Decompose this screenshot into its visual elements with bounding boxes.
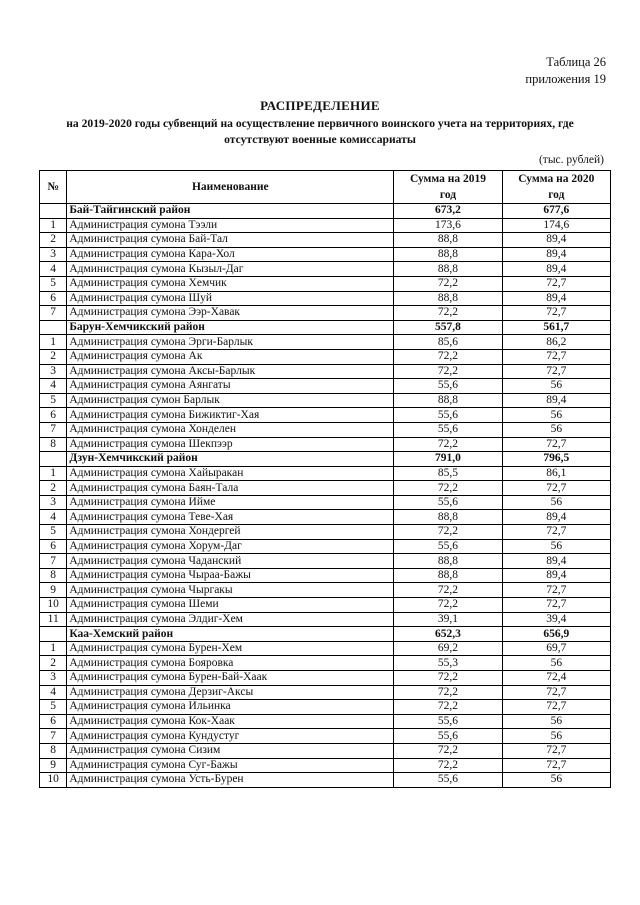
amount-2020: 72,7 <box>502 276 610 291</box>
amount-2020: 89,4 <box>502 554 610 569</box>
row-number: 3 <box>40 364 67 379</box>
district-row <box>40 452 611 467</box>
row-number: 9 <box>40 758 67 773</box>
row-number: 6 <box>40 539 67 554</box>
amount-2020: 72,7 <box>502 700 610 715</box>
amount-2019: 652,3 <box>394 627 502 642</box>
amount-2019: 55,6 <box>394 379 502 394</box>
municipality-name: Администрация сумона Суг-Бажы <box>67 758 394 773</box>
table-row <box>40 554 611 569</box>
table-row <box>40 525 611 540</box>
column-header-2020 <box>502 171 610 204</box>
table-row <box>40 276 611 291</box>
amount-2019: 72,2 <box>394 685 502 700</box>
row-number: 2 <box>40 481 67 496</box>
municipality-name: Администрация сумона Аянгаты <box>67 379 394 394</box>
table-header-row <box>40 171 611 204</box>
amount-2019: 55,6 <box>394 422 502 437</box>
table-row <box>40 685 611 700</box>
table-row <box>40 641 611 656</box>
amount-2019: 55,6 <box>394 408 502 423</box>
row-number: 8 <box>40 437 67 452</box>
amount-2020: 89,4 <box>502 568 610 583</box>
table-number-label: Таблица 26 <box>546 55 606 69</box>
municipality-name: Администрация сумона Бояровка <box>67 656 394 671</box>
row-number: 4 <box>40 685 67 700</box>
municipality-name: Администрация сумона Бай-Тал <box>67 233 394 248</box>
column-header-number: № <box>40 171 67 204</box>
municipality-name: Администрация сумона Шуй <box>67 291 394 306</box>
row-number <box>40 452 67 467</box>
municipality-name: Администрация сумона Кызыл-Даг <box>67 262 394 277</box>
row-number: 11 <box>40 612 67 627</box>
municipality-name: Администрация сумона Чыраа-Бажы <box>67 568 394 583</box>
amount-2020: 89,4 <box>502 262 610 277</box>
municipality-name: Администрация сумона Сизим <box>67 743 394 758</box>
amount-2019: 85,6 <box>394 335 502 350</box>
table-row <box>40 583 611 598</box>
amount-2019: 72,2 <box>394 700 502 715</box>
municipality-name: Администрация сумона Аксы-Барлык <box>67 364 394 379</box>
amount-2019: 72,2 <box>394 525 502 540</box>
amount-2020: 72,7 <box>502 743 610 758</box>
table-row <box>40 495 611 510</box>
amount-2020: 39,4 <box>502 612 610 627</box>
municipality-name: Администрация сумона Хондергей <box>67 525 394 540</box>
municipality-name: Администрация сумона Дерзиг-Аксы <box>67 685 394 700</box>
row-number: 6 <box>40 291 67 306</box>
amount-2020: 86,2 <box>502 335 610 350</box>
amount-2019: 72,2 <box>394 671 502 686</box>
amount-2020: 56 <box>502 773 610 788</box>
amount-2019: 173,6 <box>394 218 502 233</box>
municipality-name: Администрация сумона Шекпээр <box>67 437 394 452</box>
column-header-2019-line1: Сумма на 2019 <box>409 173 487 185</box>
amount-2019: 55,6 <box>394 714 502 729</box>
amount-2020: 72,4 <box>502 671 610 686</box>
municipality-name: Администрация сумона Элдиг-Хем <box>67 612 394 627</box>
amount-2019: 88,8 <box>394 233 502 248</box>
table-row <box>40 437 611 452</box>
municipality-name: Администрация сумона Теве-Хая <box>67 510 394 525</box>
municipality-name: Администрация сумона Бижиктиг-Хая <box>67 408 394 423</box>
municipality-name: Администрация сумона Усть-Бурен <box>67 773 394 788</box>
amount-2019: 55,6 <box>394 729 502 744</box>
district-name: Барун-Хемчикский район <box>67 320 394 335</box>
amount-2019: 88,8 <box>394 247 502 262</box>
amount-2019: 557,8 <box>394 320 502 335</box>
municipality-name: Администрация сумона Чыргакы <box>67 583 394 598</box>
table-row <box>40 422 611 437</box>
amount-2020: 56 <box>502 714 610 729</box>
row-number: 10 <box>40 598 67 613</box>
amount-2020: 56 <box>502 656 610 671</box>
column-header-2020-line2: год <box>548 189 565 201</box>
table-row <box>40 466 611 481</box>
amount-2020: 72,7 <box>502 349 610 364</box>
row-number <box>40 627 67 642</box>
municipality-name: Администрация сумона Хайыракан <box>67 466 394 481</box>
table-row <box>40 379 611 394</box>
municipality-name: Администрация сумона Хонделен <box>67 422 394 437</box>
amount-2019: 72,2 <box>394 364 502 379</box>
row-number: 4 <box>40 262 67 277</box>
row-number: 4 <box>40 510 67 525</box>
row-number <box>40 204 67 219</box>
amount-2019: 88,8 <box>394 393 502 408</box>
table-row <box>40 291 611 306</box>
amount-2020: 89,4 <box>502 393 610 408</box>
district-row <box>40 320 611 335</box>
document-title: РАСПРЕДЕЛЕНИЕ <box>260 98 380 113</box>
table-row <box>40 598 611 613</box>
row-number: 2 <box>40 349 67 364</box>
amount-2019: 72,2 <box>394 583 502 598</box>
amount-2019: 55,6 <box>394 495 502 510</box>
table-row <box>40 539 611 554</box>
amount-2019: 85,5 <box>394 466 502 481</box>
municipality-name: Администрация сумона Кок-Хаак <box>67 714 394 729</box>
municipality-name: Администрация сумона Эрги-Барлык <box>67 335 394 350</box>
row-number: 6 <box>40 408 67 423</box>
amount-2019: 72,2 <box>394 306 502 321</box>
column-header-2020-line1: Сумма на 2020 <box>518 173 595 185</box>
table-row <box>40 306 611 321</box>
amount-2020: 72,7 <box>502 481 610 496</box>
row-number: 10 <box>40 773 67 788</box>
amount-2020: 72,7 <box>502 525 610 540</box>
table-row <box>40 247 611 262</box>
amount-2019: 72,2 <box>394 743 502 758</box>
amount-2019: 72,2 <box>394 276 502 291</box>
amount-2020: 89,4 <box>502 291 610 306</box>
row-number: 3 <box>40 495 67 510</box>
row-number: 5 <box>40 276 67 291</box>
amount-2019: 72,2 <box>394 598 502 613</box>
municipality-name: Администрация сумона Ильинка <box>67 700 394 715</box>
amount-2020: 89,4 <box>502 510 610 525</box>
table-row <box>40 612 611 627</box>
amount-2020: 677,6 <box>502 204 610 219</box>
amount-2020: 89,4 <box>502 247 610 262</box>
row-number: 7 <box>40 554 67 569</box>
municipality-name: Администрация сумона Чаданский <box>67 554 394 569</box>
municipality-name: Администрация сумон Барлык <box>67 393 394 408</box>
amount-2019: 88,8 <box>394 291 502 306</box>
amount-2019: 673,2 <box>394 204 502 219</box>
document-subtitle-line2: отсутствуют военные комиссариаты <box>224 133 416 146</box>
municipality-name: Администрация сумона Ийме <box>67 495 394 510</box>
table-row <box>40 700 611 715</box>
appendix-label: приложения 19 <box>525 72 606 86</box>
municipality-name: Администрация сумона Хемчик <box>67 276 394 291</box>
amount-2020: 72,7 <box>502 306 610 321</box>
municipality-name: Администрация сумона Бурен-Хем <box>67 641 394 656</box>
subvention-table <box>39 170 611 788</box>
table-row <box>40 743 611 758</box>
municipality-name: Администрация сумона Шеми <box>67 598 394 613</box>
amount-2019: 69,2 <box>394 641 502 656</box>
row-number: 8 <box>40 743 67 758</box>
row-number: 3 <box>40 247 67 262</box>
table-body <box>40 204 611 788</box>
row-number: 5 <box>40 393 67 408</box>
table-row <box>40 729 611 744</box>
table-row <box>40 758 611 773</box>
row-number: 5 <box>40 700 67 715</box>
row-number: 7 <box>40 422 67 437</box>
municipality-name: Администрация сумона Баян-Тала <box>67 481 394 496</box>
amount-2019: 55,6 <box>394 539 502 554</box>
municipality-name: Администрация сумона Ээр-Хавак <box>67 306 394 321</box>
amount-2019: 88,8 <box>394 568 502 583</box>
table-row <box>40 393 611 408</box>
amount-2020: 72,7 <box>502 685 610 700</box>
row-number: 1 <box>40 218 67 233</box>
document-subtitle-line1: на 2019-2020 годы субвенций на осуществление первичного воинского учета на территориях, где <box>66 117 574 130</box>
amount-2020: 72,7 <box>502 583 610 598</box>
table-row <box>40 335 611 350</box>
amount-2020: 72,7 <box>502 758 610 773</box>
row-number: 5 <box>40 525 67 540</box>
amount-2019: 88,8 <box>394 262 502 277</box>
amount-2020: 56 <box>502 422 610 437</box>
amount-2019: 72,2 <box>394 758 502 773</box>
row-number: 9 <box>40 583 67 598</box>
table-row <box>40 481 611 496</box>
row-number: 6 <box>40 714 67 729</box>
table-row <box>40 233 611 248</box>
table-row <box>40 408 611 423</box>
amount-2019: 72,2 <box>394 481 502 496</box>
row-number: 7 <box>40 306 67 321</box>
amount-2019: 88,8 <box>394 554 502 569</box>
amount-2020: 56 <box>502 379 610 394</box>
amount-2020: 69,7 <box>502 641 610 656</box>
district-row <box>40 204 611 219</box>
municipality-name: Администрация сумона Хорум-Даг <box>67 539 394 554</box>
row-number: 7 <box>40 729 67 744</box>
column-header-2019-line2: год <box>439 189 457 201</box>
municipality-name: Администрация сумона Тээли <box>67 218 394 233</box>
column-header-2019 <box>394 171 502 204</box>
district-row <box>40 627 611 642</box>
amount-2020: 72,7 <box>502 598 610 613</box>
amount-2020: 656,9 <box>502 627 610 642</box>
row-number: 1 <box>40 641 67 656</box>
amount-2020: 174,6 <box>502 218 610 233</box>
table-row <box>40 218 611 233</box>
table-row <box>40 656 611 671</box>
table-row <box>40 364 611 379</box>
amount-2019: 88,8 <box>394 510 502 525</box>
municipality-name: Администрация сумона Кундустуг <box>67 729 394 744</box>
amount-2020: 72,7 <box>502 437 610 452</box>
row-number: 1 <box>40 466 67 481</box>
unit-label: (тыс. рублей) <box>538 154 604 166</box>
table-row <box>40 510 611 525</box>
amount-2020: 89,4 <box>502 233 610 248</box>
amount-2020: 796,5 <box>502 452 610 467</box>
amount-2019: 72,2 <box>394 349 502 364</box>
district-name: Дзун-Хемчикский район <box>67 452 394 467</box>
amount-2020: 56 <box>502 495 610 510</box>
district-name: Каа-Хемский район <box>67 627 394 642</box>
column-header-name: Наименование <box>67 171 394 204</box>
amount-2019: 39,1 <box>394 612 502 627</box>
amount-2020: 56 <box>502 408 610 423</box>
amount-2019: 55,3 <box>394 656 502 671</box>
row-number: 1 <box>40 335 67 350</box>
table-row <box>40 568 611 583</box>
table-row <box>40 714 611 729</box>
amount-2020: 561,7 <box>502 320 610 335</box>
row-number: 3 <box>40 671 67 686</box>
row-number: 4 <box>40 379 67 394</box>
amount-2019: 55,6 <box>394 773 502 788</box>
amount-2020: 56 <box>502 729 610 744</box>
table-row <box>40 349 611 364</box>
row-number: 2 <box>40 656 67 671</box>
amount-2020: 86,1 <box>502 466 610 481</box>
municipality-name: Администрация сумона Кара-Хол <box>67 247 394 262</box>
amount-2020: 72,7 <box>502 364 610 379</box>
row-number <box>40 320 67 335</box>
table-row <box>40 262 611 277</box>
municipality-name: Администрация сумона Ак <box>67 349 394 364</box>
row-number: 8 <box>40 568 67 583</box>
amount-2019: 72,2 <box>394 437 502 452</box>
amount-2020: 56 <box>502 539 610 554</box>
row-number: 2 <box>40 233 67 248</box>
municipality-name: Администрация сумона Бурен-Бай-Хаак <box>67 671 394 686</box>
amount-2019: 791,0 <box>394 452 502 467</box>
table-row <box>40 773 611 788</box>
district-name: Бай-Тайгинский район <box>67 204 394 219</box>
table-row <box>40 671 611 686</box>
